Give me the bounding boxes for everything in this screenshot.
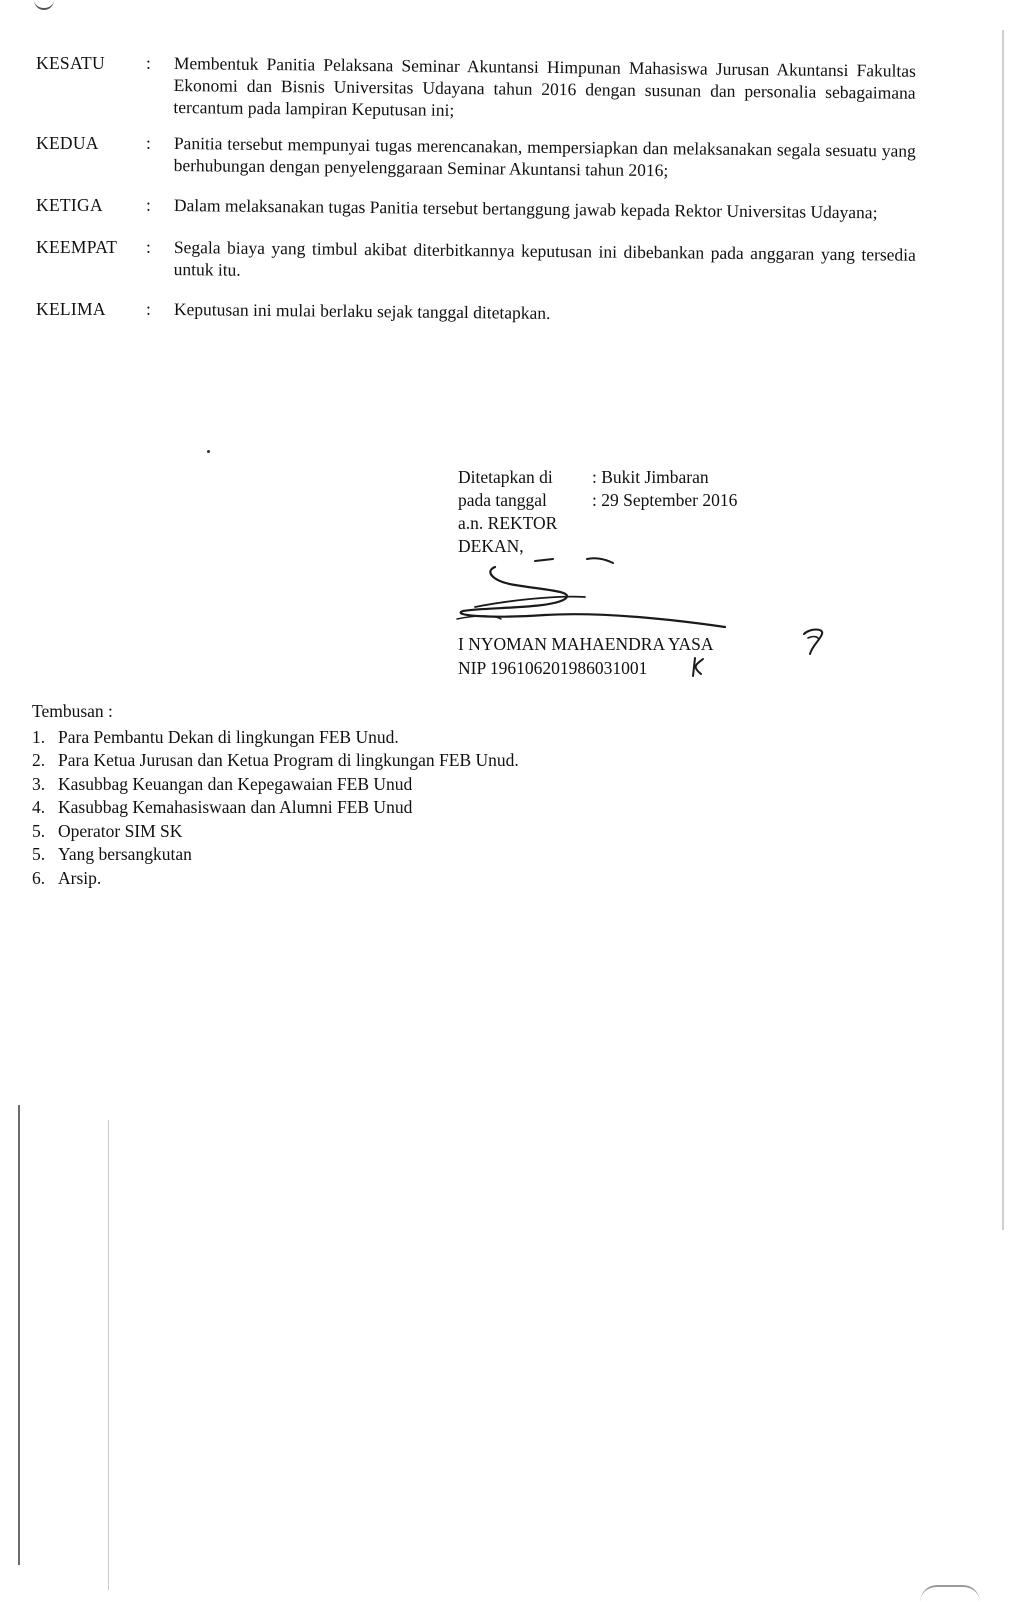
list-number: 6. bbox=[32, 867, 46, 888]
signatory bbox=[458, 632, 714, 680]
list-number: 3. bbox=[32, 773, 46, 794]
clause-text: Membentuk Panitia Pelaksana Seminar Akuntansi Himpunan Mahasiswa Jurusan Akuntansi Fakultas Ekonomi dan Bisnis Universitas Udayana tahun 2016 dengan susunan dan personalia sebagaimana tercantum pada lampiran Keputusan ini; bbox=[173, 52, 916, 120]
signatory-name: I NYOMAN MAHAENDRA YASA bbox=[458, 634, 714, 654]
signature-block bbox=[458, 466, 878, 558]
sig-place-value: : Bukit Jimbaran bbox=[592, 467, 709, 487]
handwritten-signature bbox=[455, 555, 735, 635]
list-item bbox=[32, 843, 732, 867]
sig-position: DEKAN, bbox=[458, 536, 524, 556]
scan-edge-right bbox=[1002, 30, 1004, 1230]
list-text: Kasubbag Kemahasiswaan dan Alumni FEB Unud bbox=[58, 797, 413, 817]
clause-label: KETIGA bbox=[36, 195, 103, 215]
clause-label: KEDUA bbox=[36, 133, 99, 153]
list-item bbox=[32, 796, 732, 820]
clause-label: KELIMA bbox=[36, 299, 106, 319]
clause-keempat bbox=[36, 236, 916, 280]
signatory-nip: NIP 196106201986031001 bbox=[458, 658, 648, 678]
list-item bbox=[32, 749, 732, 773]
clause-kesatu bbox=[36, 52, 916, 118]
list-number: 5. bbox=[32, 844, 46, 864]
clause-colon: : bbox=[146, 53, 151, 73]
list-text: Kasubbag Keuangan dan Kepegawaian FEB Unud bbox=[58, 773, 413, 794]
clause-label: KESATU bbox=[36, 53, 105, 73]
list-text: Para Ketua Jurusan dan Ketua Program di lingkungan FEB Unud. bbox=[58, 750, 519, 770]
list-item bbox=[32, 867, 732, 891]
list-number: 5. bbox=[32, 820, 46, 841]
sig-date-row bbox=[458, 489, 878, 512]
clause-label: KEEMPAT bbox=[36, 237, 118, 257]
paraf-initial-small bbox=[687, 656, 707, 678]
sig-place-row bbox=[458, 466, 878, 489]
paraf-initial bbox=[800, 626, 828, 656]
copies-section bbox=[32, 700, 732, 890]
sig-on-behalf: a.n. REKTOR bbox=[458, 513, 558, 533]
list-text: Yang bersangkutan bbox=[58, 844, 192, 864]
list-number: 1. bbox=[32, 726, 46, 747]
sig-date-label: pada tanggal bbox=[458, 490, 547, 510]
scan-artifact-bottom bbox=[920, 1585, 980, 1602]
scan-fold-line bbox=[108, 1120, 109, 1590]
clause-text: Dalam melaksanakan tugas Panitia tersebut bertanggung jawab kepada Rektor Universitas Udayana; bbox=[173, 194, 878, 223]
list-text: Arsip. bbox=[58, 867, 102, 888]
list-text: Para Pembantu Dekan di lingkungan FEB Unud. bbox=[58, 726, 399, 747]
scan-artifact-top bbox=[34, 0, 54, 10]
clause-colon: : bbox=[146, 299, 151, 319]
clause-kelima bbox=[36, 298, 916, 323]
decree-clauses bbox=[36, 52, 916, 328]
clause-text: Keputusan ini mulai berlaku sejak tanggal ditetapkan. bbox=[173, 298, 551, 323]
scan-edge-left bbox=[18, 1105, 20, 1565]
clause-colon: : bbox=[146, 195, 151, 215]
clause-colon: : bbox=[146, 237, 151, 257]
clause-ketiga bbox=[36, 194, 916, 223]
list-number: 2. bbox=[32, 750, 46, 770]
list-text: Operator SIM SK bbox=[58, 820, 183, 841]
copies-list bbox=[32, 726, 732, 891]
clause-text: Segala biaya yang timbul akibat diterbitkannya keputusan ini dibebankan pada anggaran yang tersedia untuk itu. bbox=[173, 236, 916, 280]
list-item bbox=[32, 820, 732, 844]
sig-date-value: : 29 September 2016 bbox=[592, 490, 738, 510]
stray-mark bbox=[207, 450, 210, 453]
clause-kedua bbox=[36, 132, 916, 181]
sig-place-label: Ditetapkan di bbox=[458, 467, 553, 487]
clause-colon: : bbox=[146, 133, 151, 153]
list-item bbox=[32, 726, 732, 750]
clause-text: Panitia tersebut mempunyai tugas merencanakan, mempersiapkan dan melaksanakan segala sesuatu yang berhubungan dengan penyelenggaraan Seminar Akuntansi tahun 2016; bbox=[173, 132, 916, 181]
list-number: 4. bbox=[32, 797, 46, 817]
list-item bbox=[32, 773, 732, 797]
copies-title: Tembusan : bbox=[32, 701, 113, 721]
